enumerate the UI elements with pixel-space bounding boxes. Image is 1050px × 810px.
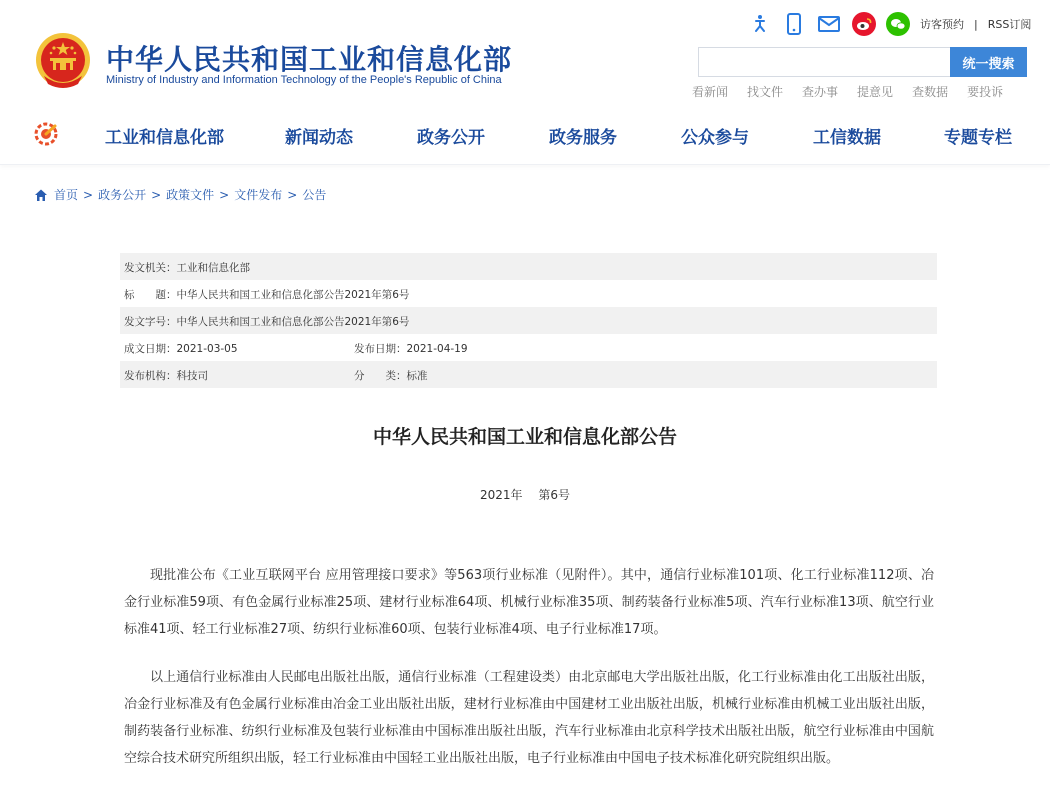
created-date-value: 2021-03-05 [176,343,238,355]
national-emblem-icon[interactable] [34,32,92,90]
quick-links [692,83,1022,100]
quick-link-feedback[interactable]: 提意见 [857,85,894,99]
nav-government-services[interactable]: 政务服务 [549,128,617,148]
published-date-label: 发布日期： [354,343,407,355]
title-value: 中华人民共和国工业和信息化部公告2021年第6号 [176,289,410,301]
main-nav [70,117,1040,151]
nav-data[interactable]: 工信数据 [813,128,881,148]
nav-government-affairs[interactable]: 政务公开 [417,128,485,148]
mail-icon[interactable] [816,12,842,36]
nav-special-topics[interactable]: 专题专栏 [944,128,1012,148]
search-button[interactable]: 统一搜索 [950,47,1027,77]
article-paragraph: 现批准公布《工业互联网平台 应用管理接口要求》等563项行业标准（见附件）。其中，通信行业标准101项、化工行业标准112项、冶金行业标准59项、有色金属行业标准25项、建材行业标准64项、机械行业标准35项、制药装备行业标准5项、汽车行业标准13项、航空行业标准41项、轻工行业标准27项、纺织行业标准60项、包装行业标准4项、电子行业标准17项。 [124,568,934,637]
breadcrumb-document-release[interactable]: 文件发布 [234,188,283,202]
quick-link-complaint[interactable]: 要投诉 [967,85,1004,99]
category-label: 分 类： [354,370,407,382]
issuer-label: 发文机关： [124,262,177,274]
site-subtitle-en: Ministry of Industry and Information Technology of the People's Republic of China [106,74,502,86]
published-date-value: 2021-04-19 [406,343,468,355]
nav-public-participation[interactable]: 公众参与 [681,128,749,148]
nav-news[interactable]: 新闻动态 [285,128,353,148]
breadcrumb-separator: > [287,187,298,202]
meta-row-org [120,361,937,388]
org-label: 发布机构： [124,370,177,382]
meta-row-dates [120,334,937,361]
top-separator: | [974,17,978,31]
meta-row-title [120,280,937,307]
article-title: 中华人民共和国工业和信息化部公告 [372,426,677,448]
weibo-icon[interactable] [852,12,876,36]
document-metadata [120,253,937,388]
breadcrumb-government-affairs[interactable]: 政务公开 [98,188,147,202]
title-label: 标 题： [124,289,177,301]
article-number: 2021年 第6号 [480,488,570,502]
breadcrumb-home[interactable]: 首页 [54,188,79,202]
breadcrumb [34,186,326,203]
breadcrumb-announcement[interactable]: 公告 [302,188,327,202]
quick-link-files[interactable]: 找文件 [747,85,784,99]
site-header [0,0,1050,165]
breadcrumb-separator: > [83,187,94,202]
issuer-value: 工业和信息化部 [176,262,250,274]
quick-link-news[interactable]: 看新闻 [692,85,729,99]
category-value: 标准 [406,370,428,382]
rss-link[interactable]: RSS订阅 [987,18,1032,31]
visitor-appointment-link[interactable]: 访客预约 [920,18,964,31]
org-value: 科技司 [176,370,208,382]
ministry-logo-icon [33,121,59,147]
accessibility-icon[interactable] [748,12,772,36]
breadcrumb-separator: > [151,187,162,202]
site-title[interactable]: 中华人民共和国工业和信息化部 [106,43,513,76]
search-input[interactable] [698,47,950,77]
doc-no-label: 发文字号： [124,316,177,328]
top-toolbar [748,12,1031,36]
breadcrumb-policy-documents[interactable]: 政策文件 [166,188,215,202]
home-icon[interactable] [34,188,48,202]
breadcrumb-separator: > [219,187,230,202]
quick-link-data[interactable]: 查数据 [912,85,949,99]
nav-miit[interactable]: 工业和信息化部 [105,128,224,148]
article-paragraph: 以上通信行业标准由人民邮电出版社出版，通信行业标准（工程建设类）由北京邮电大学出版社出版，化工行业标准由化工出版社出版，冶金行业标准及有色金属行业标准由冶金工业出版社出版，建材行业标准由中国建材工业出版社出版，机械行业标准由机械工业出版社出版，制药装备行业标准、纺织行业标准及包装行业标准由中国标准出版社出版，汽车行业标准由北京科学技术出版社出版，航空行业标准由中国航空综合技术研究所组织出版，轻工行业标准由中国轻工业出版社出版，电子行业标准由中国电子技术标准化研究院组织出版。 [124,670,934,766]
meta-row-issuer [120,253,937,280]
wechat-icon[interactable] [886,12,910,36]
doc-no-value: 中华人民共和国工业和信息化部公告2021年第6号 [176,316,410,328]
meta-row-doc-no [120,307,937,334]
mobile-icon[interactable] [782,12,806,36]
created-date-label: 成文日期： [124,343,177,355]
quick-link-services[interactable]: 查办事 [802,85,839,99]
